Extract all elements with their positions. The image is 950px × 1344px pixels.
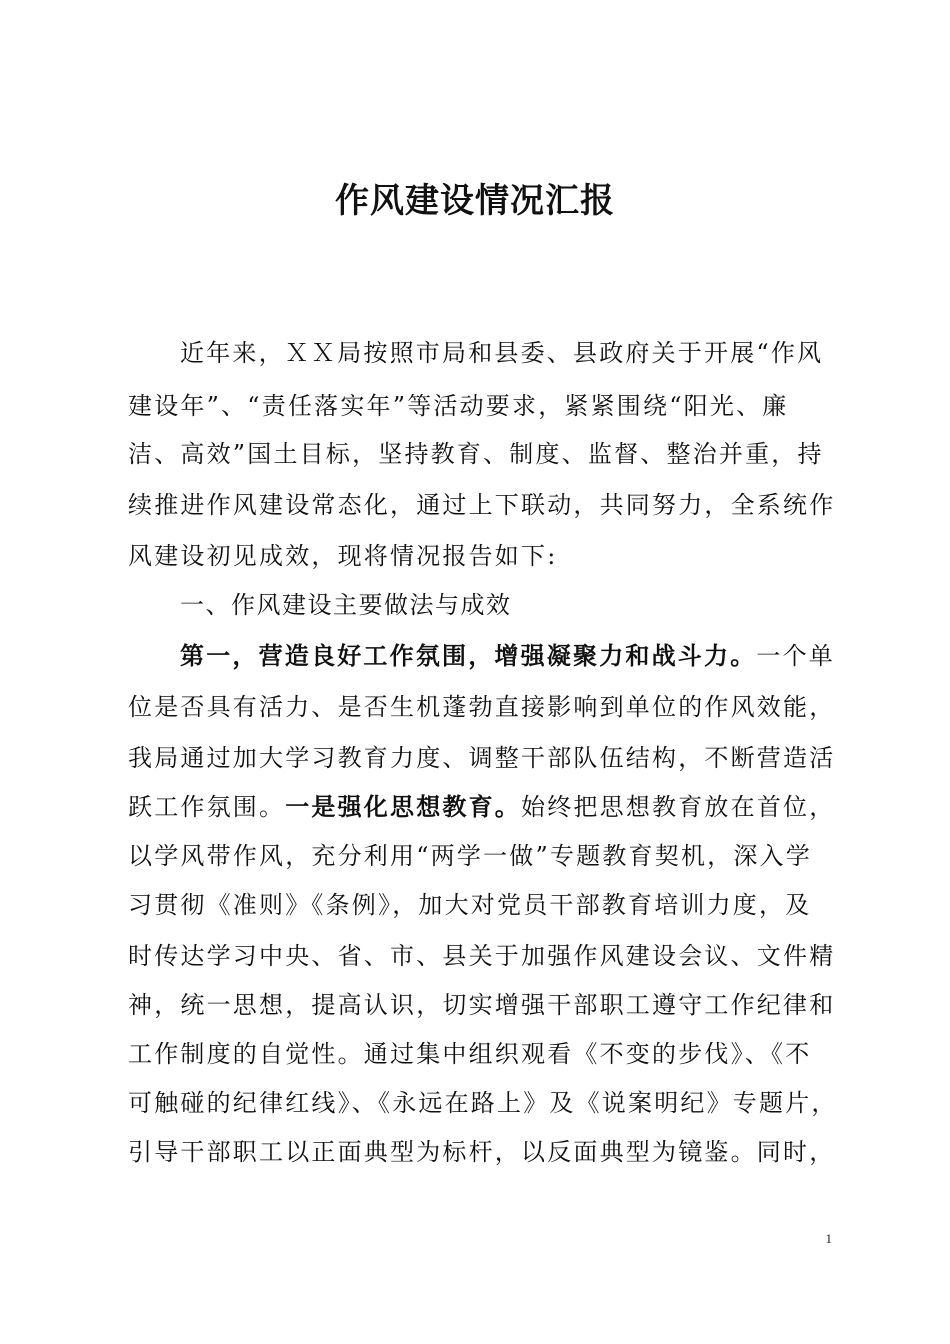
paragraph-text: 跃工作氛围。 <box>128 793 286 821</box>
paragraph-line: 引导干部职工以正面典型为标杆，以反面典型为镜鉴。同时， <box>128 1138 836 1166</box>
paragraph-line: 神，统一思想，提高认识，切实增强干部职工遵守工作纪律和 <box>128 991 836 1019</box>
paragraph-line: 近年来，ＸＸ局按照市局和县委、县政府关于开展“作风 <box>180 339 824 367</box>
document-title: 作风建设情况汇报 <box>335 181 615 221</box>
paragraph-text: 始终把思想教育放在首位， <box>521 793 836 821</box>
paragraph-line <box>128 782 838 832</box>
bold-lead-text: 一是强化思想教育。 <box>285 792 522 821</box>
paragraph-text: 一个单 <box>756 642 836 670</box>
paragraph-line: 洁、高效”国土目标，坚持教育、制度、监督、整治并重，持 <box>128 440 824 468</box>
paragraph-line <box>180 631 840 681</box>
paragraph-line: 可触碰的纪律红线》、《永远在路上》及《说案明纪》专题片， <box>128 1089 838 1117</box>
paragraph-line: 建设年”、“责任落实年”等活动要求，紧紧围绕“阳光、廉 <box>128 392 789 420</box>
page-number: 1 <box>825 1231 832 1246</box>
paragraph-line: 位是否具有活力、是否生机蓬勃直接影响到单位的作风效能， <box>128 693 836 721</box>
paragraph-line: 以学风带作风，充分利用“两学一做”专题教育契机，深入学 <box>128 842 812 870</box>
bold-lead-text: 第一，营造良好工作氛围，增强凝聚力和战斗力。 <box>180 641 757 670</box>
paragraph-line: 我局通过加大学习教育力度、调整干部队伍结构，不断营造活 <box>128 744 836 772</box>
paragraph-line: 工作制度的自觉性。通过集中组织观看《不变的步伐》、《不 <box>128 1040 812 1068</box>
paragraph-line: 续推进作风建设常态化，通过上下联动，共同努力，全系统作 <box>128 491 836 519</box>
section-heading: 一、作风建设主要做法与成效 <box>180 591 512 619</box>
paragraph-line: 习贯彻《准则》《条例》，加大对党员干部教育培训力度，及 <box>128 891 812 919</box>
paragraph-line: 风建设初见成效，现将情况报告如下: <box>128 542 558 570</box>
paragraph-line: 时传达学习中央、省、市、县关于加强作风建设会议、文件精 <box>128 942 836 970</box>
